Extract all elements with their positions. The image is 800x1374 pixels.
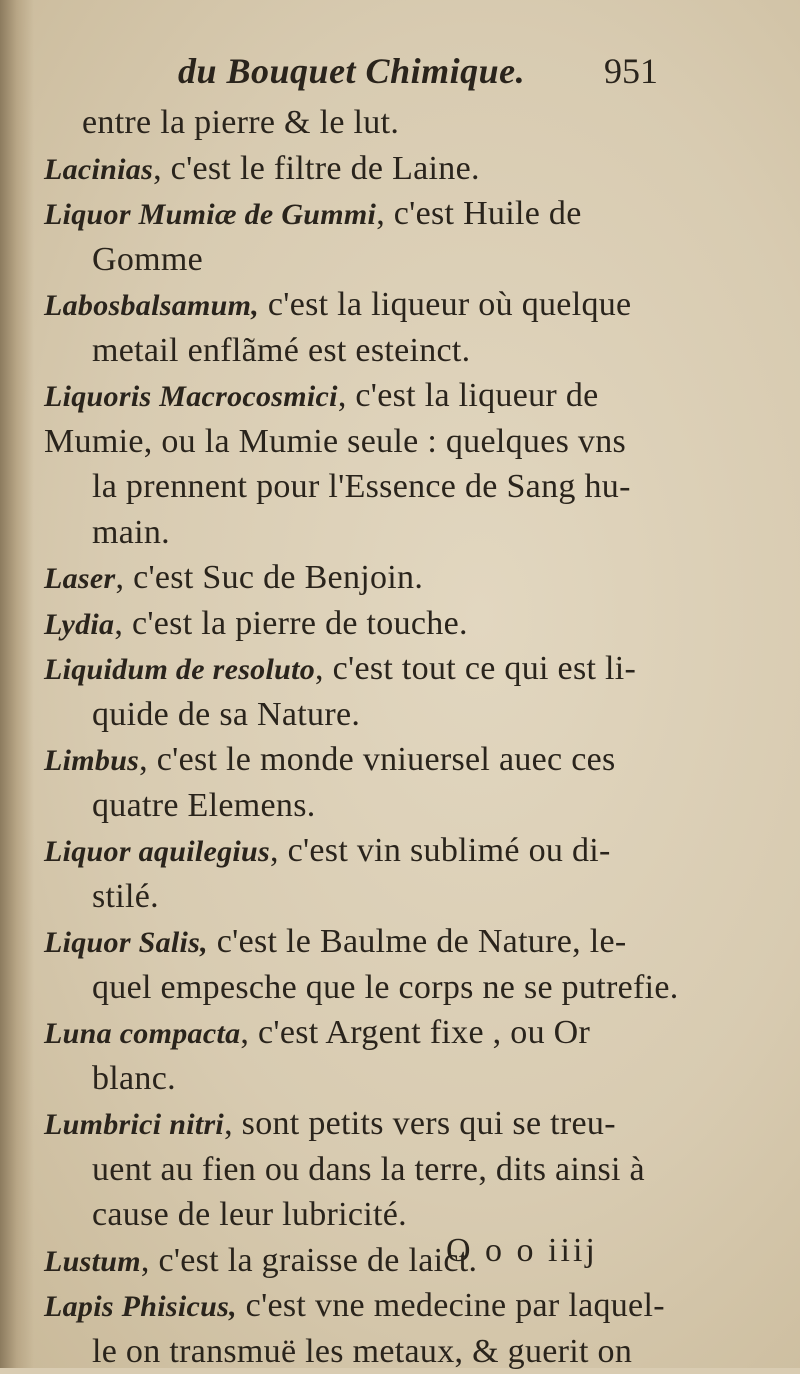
glossary-entry-line [44, 555, 724, 601]
glossary-entry-line [44, 373, 724, 419]
glossary-entry-line [44, 828, 724, 874]
entry-term: Liquor Mumiæ de Gummi [44, 198, 376, 231]
line-text: , c'est vin sublimé ou di- [270, 832, 611, 869]
entry-term: Lumbrici nitri [44, 1108, 224, 1141]
line-text: le on transmuë les metaux, & guerit on [92, 1333, 632, 1370]
glossary-entry-line [44, 601, 724, 647]
glossary-entry-line [44, 282, 724, 328]
entry-term: Lapis Phisicus, [44, 1290, 237, 1323]
line-text: quide de sa Nature. [92, 696, 360, 733]
entry-term: Liquoris Macrocosmici [44, 380, 338, 413]
text-line [44, 1056, 724, 1102]
line-text: quatre Elemens. [92, 787, 316, 824]
line-text: c'est vne medecine par laquel- [237, 1287, 665, 1324]
glossary-entry-line [44, 1238, 724, 1284]
page-gutter [0, 0, 34, 1368]
glossary-entry-line [44, 646, 724, 692]
line-text: , c'est le filtre de Laine. [153, 150, 480, 187]
glossary-entry-line [44, 919, 724, 965]
text-line [44, 464, 724, 510]
text-line [44, 965, 724, 1011]
entry-term: Liquor aquilegius [44, 835, 270, 868]
entry-term: Labosbalsamum, [44, 289, 259, 322]
line-text: , c'est la pierre de touche. [114, 605, 467, 642]
line-text: metail enflãmé est esteinct. [92, 332, 470, 369]
line-text: blanc. [92, 1060, 176, 1097]
text-line [44, 1147, 724, 1193]
entry-term: Lacinias [44, 153, 153, 186]
line-text: la prennent pour l'Essence de Sang hu- [92, 468, 631, 505]
text-line [44, 692, 724, 738]
line-text: main. [92, 514, 170, 551]
glossary-entry-line [44, 1010, 724, 1056]
entry-term: Lustum [44, 1245, 141, 1278]
line-text: entre la pierre & le lut. [82, 104, 399, 141]
text-line [44, 100, 724, 146]
text-line [44, 419, 724, 465]
text-line [44, 1192, 724, 1238]
line-text: , c'est la liqueur de [338, 377, 599, 414]
line-text: Mumie, ou la Mumie seule : quelques vns [44, 423, 626, 460]
glossary-entry-line [44, 737, 724, 783]
line-text: stilé. [92, 878, 159, 915]
line-text: uent au fien ou dans la terre, dits ainsi à [92, 1151, 645, 1188]
text-line [44, 510, 724, 556]
page-header [178, 46, 658, 102]
text-line [44, 237, 724, 283]
text-line [44, 874, 724, 920]
line-text: quel empesche que le corps ne se putrefie. [92, 969, 679, 1006]
line-text: , c'est Argent fixe , ou Or [240, 1014, 590, 1051]
glossary-entry-line [44, 1283, 724, 1329]
line-text: , c'est la graisse de laict. [141, 1242, 477, 1279]
text-line [44, 328, 724, 374]
entry-term: Liquor Salis, [44, 926, 208, 959]
glossary-entry-line [44, 191, 724, 237]
glossary-entry-line [44, 146, 724, 192]
text-line [44, 783, 724, 829]
line-text: , c'est Huile de [376, 195, 581, 232]
line-text: c'est la liqueur où quelque [259, 286, 631, 323]
entry-term: Liquidum de resoluto [44, 653, 315, 686]
running-title: du Bouquet Chimique. [178, 50, 525, 92]
entry-term: Laser [44, 562, 116, 595]
line-text: Gomme [92, 241, 203, 278]
line-text: , c'est tout ce qui est li- [315, 650, 636, 687]
text-line [44, 1329, 724, 1374]
page-number: 951 [604, 50, 658, 92]
line-text: c'est le Baulme de Nature, le- [208, 923, 627, 960]
line-text: , c'est Suc de Benjoin. [116, 559, 424, 596]
entry-term: Luna compacta [44, 1017, 240, 1050]
entry-term: Limbus [44, 744, 139, 777]
line-text: cause de leur lubricité. [92, 1196, 407, 1233]
signature-mark: O o o iiij [446, 1232, 598, 1270]
page-body [44, 100, 724, 1374]
line-text: , c'est le monde vniuersel auec ces [139, 741, 615, 778]
entry-term: Lydia [44, 608, 114, 641]
glossary-entry-line [44, 1101, 724, 1147]
line-text: , sont petits vers qui se treu- [224, 1105, 616, 1142]
